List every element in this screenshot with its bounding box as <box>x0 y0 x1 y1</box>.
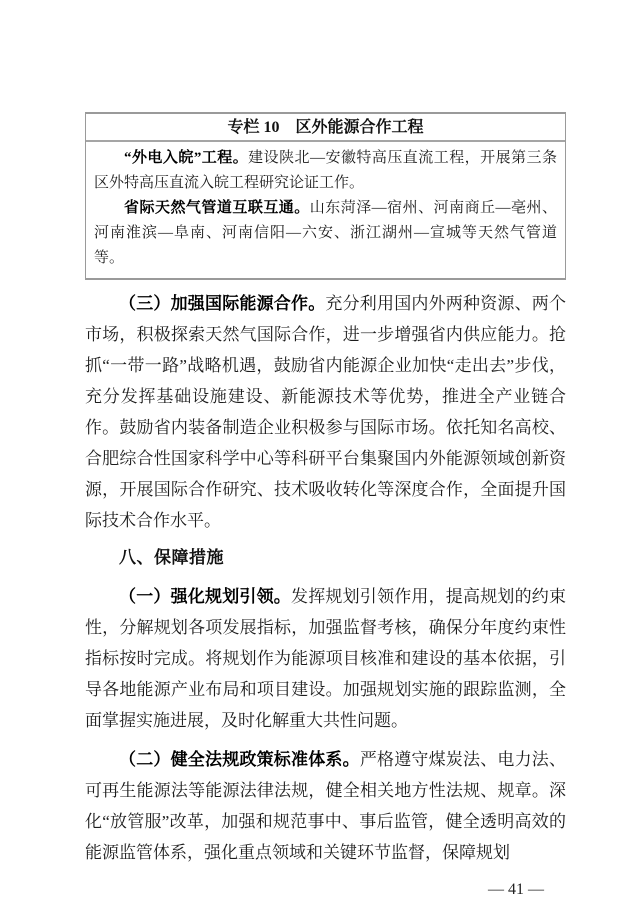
paragraph-text: 发挥规划引领作用，提高规划的约束性，分解规划各项发展指标，加强监督考核，确保分年度约束性指标按时完成。将规划作为能源项目核准和建设的基本依据，引导各地能源产业布局和项目建设。加强规划实施的跟踪监测，全面掌握实施进展，及时化解重大共性问题。 <box>85 587 566 730</box>
paragraph-legal-standards <box>85 744 566 868</box>
paragraph-lead: （二）健全法规政策标准体系。 <box>119 750 360 769</box>
panel-paragraph <box>94 196 557 271</box>
paragraph-lead: （一）强化规划引领。 <box>119 587 291 606</box>
panel-paragraph-lead: “外电入皖”工程。 <box>124 150 249 166</box>
panel-box <box>85 112 566 280</box>
panel-paragraph-text: 山东菏泽—宿州、河南商丘—亳州、河南淮滨—阜南、河南信阳—六安、浙江湖州—宣城等天然气管道等。 <box>94 200 557 266</box>
panel-title: 专栏 10 区外能源合作工程 <box>86 114 565 142</box>
paragraph-planning-guidance <box>85 581 566 736</box>
page-number: — 41 — <box>488 881 544 898</box>
panel-paragraph-text: 建设陕北—安徽特高压直流工程，开展第三条区外特高压直流入皖工程研究论证工作。 <box>94 150 557 191</box>
paragraph-text: 充分利用国内外两种资源、两个市场，积极探索天然气国际合作，进一步增强省内供应能力。抢抓“一带一路”战略机遇，鼓励省内能源企业加快“走出去”步伐，充分发挥基础设施建设、新能源技术等优势，推进全产业链合作。鼓励省内装备制造企业积极参与国际市场。依托知名高校、合肥综合性国家科学中心等科研平台集聚国内外能源领域创新资源，开展国际合作研究、技术吸收转化等深度合作，全面提升国际技术合作水平。 <box>85 294 567 530</box>
panel-paragraph-lead: 省际天然气管道互联互通。 <box>124 200 310 216</box>
paragraph-lead: （三）加强国际能源合作。 <box>119 294 326 313</box>
paragraph-text: 严格遵守煤炭法、电力法、可再生能源法等能源法律法规，健全相关地方性法规、规章。深化“放管服”改革，加强和规范事中、事后监管，健全透明高效的能源监管体系，强化重点领域和关键环节监督，保障规划 <box>85 750 567 862</box>
paragraph-international-cooperation <box>85 288 566 536</box>
panel-body <box>86 142 565 278</box>
section-heading: 八、保障措施 <box>119 548 224 567</box>
panel-paragraph <box>94 146 557 196</box>
